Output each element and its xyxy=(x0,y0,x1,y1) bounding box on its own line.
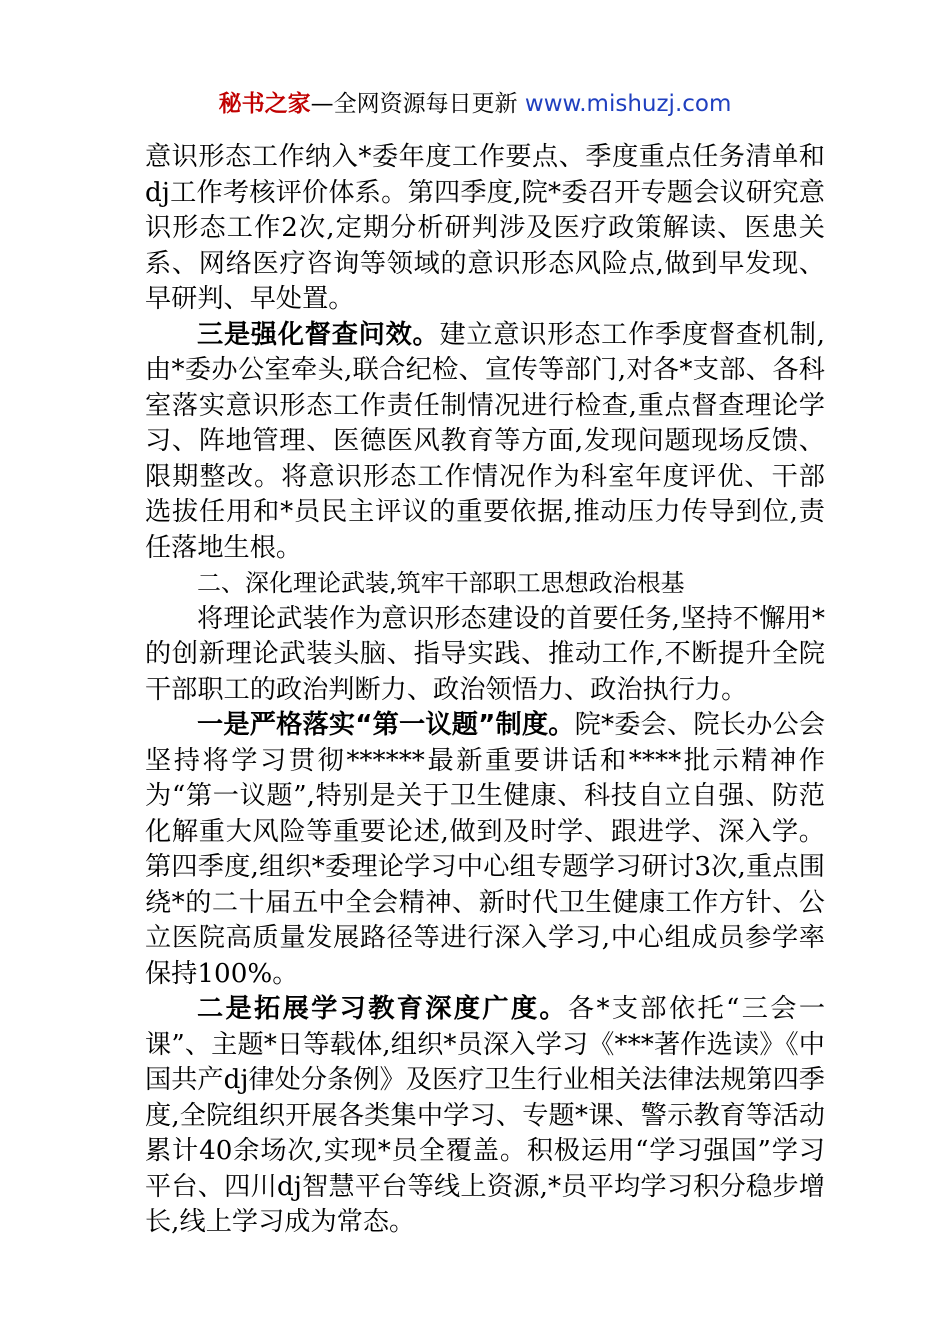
site-header xyxy=(0,88,950,120)
paragraph-lead: 三是强化督查问效。 xyxy=(197,319,440,350)
paragraph-continuation xyxy=(145,140,825,318)
site-url-link[interactable]: www.mishuzj.com xyxy=(524,91,732,117)
document-body xyxy=(145,140,825,1241)
paragraph-first-topic xyxy=(145,708,825,992)
paragraph-lead: 一是严格落实“第一议题”制度。 xyxy=(197,710,575,740)
paragraph-text: 各*支部依托“三会一课”、主题*日等载体,组织*员深入学习《***著作选读》《中国共产dj律处分条例》及医疗卫生行业相关法律法规第四季度,全院组织开展各类集中学习、专题*课、警示教育等活动累计40余场次,实现*员全覆盖。积极运用“学习强国”学习平台、四川dj智慧平台等线上资源,*员平均学习积分稳步增长,线上学习成为常态。 xyxy=(145,994,826,1237)
paragraph-text: 意识形态工作纳入*委年度工作要点、季度重点任务清单和dj工作考核评价体系。第四季度,院*委召开专题会议研究意识形态工作2次,定期分析研判涉及医疗政策解读、医患关系、网络医疗咨询等领域的意识形态风险点,做到早发现、早研判、早处置。 xyxy=(145,142,825,314)
paragraph-lead: 二是拓展学习教育深度广度。 xyxy=(197,994,568,1024)
site-brand: 秘书之家 xyxy=(218,91,311,117)
paragraph-text: 建立意识形态工作季度督查机制,由*委办公室牵头,联合纪检、宣传等部门,对各*支部、各科室落实意识形态工作责任制情况进行检查,重点督查理论学习、阵地管理、医德医风教育等方面,发现问题现场反馈、限期整改。将意识形态工作情况作为科室年度评优、干部选拔任用和*员民主评议的重要依据,推动压力传导到位,责任落地生根。 xyxy=(145,319,825,563)
paragraph-learning xyxy=(145,992,825,1241)
site-tagline: —全网资源每日更新 xyxy=(310,91,525,117)
section-heading xyxy=(145,566,825,602)
paragraph-supervision xyxy=(145,318,825,567)
paragraph-text: 二、深化理论武装,筑牢干部职工思想政治根基 xyxy=(197,569,685,597)
paragraph-text: 院*委会、院长办公会坚持将学习贯彻******最新重要讲话和****批示精神作为“第一议题”,特别是关于卫生健康、科技自立自强、防范化解重大风险等重要论述,做到及时学、跟进学、深入学。第四季度,组织*委理论学习中心组专题学习研讨3次,重点围绕*的二十届五中全会精神、新时代卫生健康工作方针、公立医院高质量发展路径等进行深入学习,中心组成员参学率保持100%。 xyxy=(145,710,826,989)
paragraph-text: 将理论武装作为意识形态建设的首要任务,坚持不懈用*的创新理论武装头脑、指导实践、推动工作,不断提升全院干部职工的政治判断力、政治领悟力、政治执行力。 xyxy=(145,603,825,705)
paragraph-intro xyxy=(145,602,825,709)
